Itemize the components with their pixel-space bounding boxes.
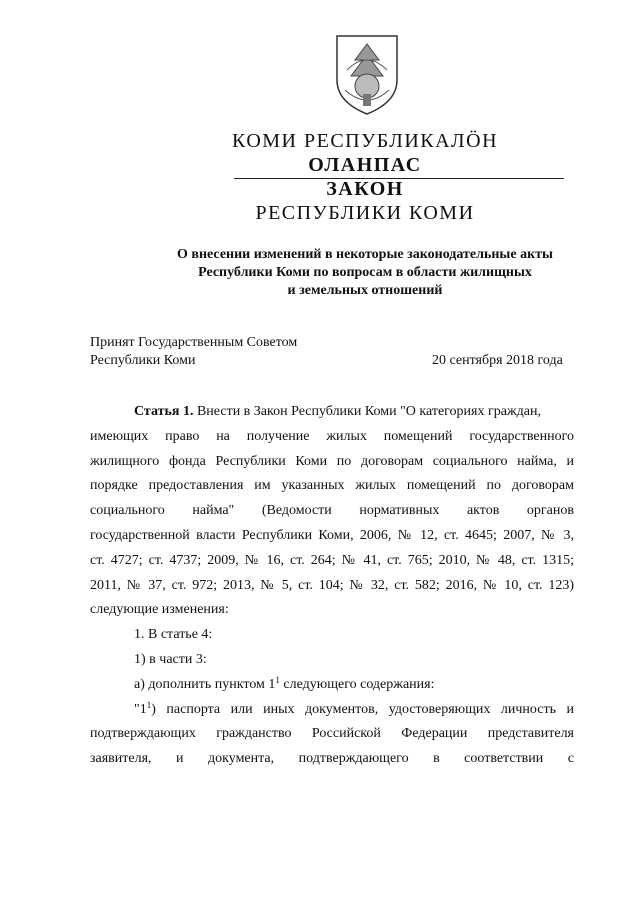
adoption-line: Республики Коми [90, 353, 196, 368]
law-title-line: Республики Коми по вопросам в области жилищных [198, 265, 532, 280]
article-label: Статья 1. [134, 404, 194, 419]
body-line: 1) в части 3: [134, 651, 207, 667]
body-line: подтверждающих гражданство Российской Федерации представителя [90, 726, 574, 742]
body-line [90, 698, 574, 723]
body-text: Внести в Закон Республики Коми "О категориях граждан, [193, 404, 541, 419]
body-line: социального найма" (Ведомости нормативных актов органов [90, 503, 574, 519]
body-text: следующего содержания: [279, 676, 435, 692]
body-line: имеющих право на получение жилых помещений государственного [90, 428, 574, 444]
header-zakon: ЗАКОН [326, 178, 404, 200]
article-body [90, 400, 574, 772]
body-line: 2011, № 37, ст. 972; 2013, № 5, ст. 104; № 32, ст. 582; 2016, № 10, ст. 123) [90, 577, 574, 593]
body-text: ) паспорта или иных документов, удостоверяющих личность и [151, 701, 574, 717]
adoption-date: 20 сентября 2018 года [432, 353, 563, 368]
law-title-line: и земельных отношений [287, 283, 443, 298]
superscript: 1 [275, 674, 280, 685]
coat-of-arms-emblem [333, 30, 401, 116]
law-title [80, 246, 640, 300]
body-line: следующие изменения: [90, 602, 229, 618]
adoption-body [90, 334, 297, 370]
body-line: заявителя, и документа, подтверждающего в соответствии с [90, 751, 574, 767]
body-line: порядке предоставления им указанных жилых помещений по договорам [90, 478, 574, 494]
body-line [90, 673, 574, 698]
header-olanpas: ОЛАНПАС [308, 154, 422, 176]
superscript: 1 [146, 699, 152, 710]
body-text: а) дополнить пунктом 1 [134, 676, 276, 692]
header-komi-line: КОМИ РЕСПУБЛИКАЛÖН [231, 130, 499, 152]
body-line [90, 400, 574, 425]
body-text: "1 [134, 701, 147, 717]
body-line: 1. В статье 4: [134, 627, 213, 643]
body-line: ст. 4727; ст. 4737; 2009, № 16, ст. 264; № 41, ст. 765; 2010, № 48, ст. 1315; [90, 552, 574, 568]
header-republic-line: РЕСПУБЛИКИ КОМИ [255, 202, 475, 224]
law-title-line: О внесении изменений в некоторые законодательные акты [177, 247, 553, 262]
body-line: жилищного фонда Республики Коми по договорам социального найма, и [90, 453, 574, 469]
adoption-line: Принят Государственным Советом [90, 335, 298, 350]
body-line: государственной власти Республики Коми, 2006, № 12, ст. 4645; 2007, № 3, [90, 527, 574, 543]
